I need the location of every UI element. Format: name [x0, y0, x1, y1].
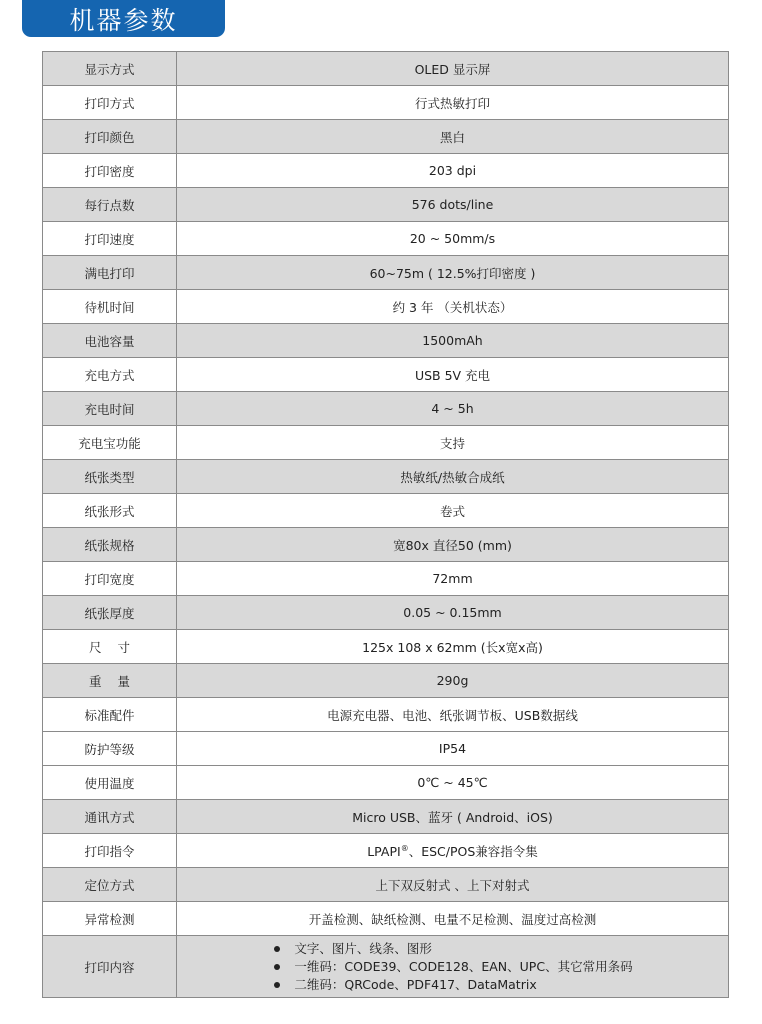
spec-value — [177, 834, 729, 868]
spec-value: 125x 108 x 62mm (长x宽x高) — [177, 630, 729, 664]
spec-label: 满电打印 — [43, 256, 177, 290]
spec-value: 1500mAh — [177, 324, 729, 358]
spec-label: 打印指令 — [43, 834, 177, 868]
spec-label: 每行点数 — [43, 188, 177, 222]
spec-label: 电池容量 — [43, 324, 177, 358]
spec-label: 充电方式 — [43, 358, 177, 392]
spec-value: IP54 — [177, 732, 729, 766]
table-row — [43, 800, 729, 834]
table-row — [43, 86, 729, 120]
spec-table — [42, 51, 729, 998]
spec-value: 卷式 — [177, 494, 729, 528]
table-row — [43, 460, 729, 494]
spec-label: 尺 寸 — [43, 630, 177, 664]
table-row — [43, 834, 729, 868]
print-content-list — [272, 940, 632, 994]
spec-value: 黑白 — [177, 120, 729, 154]
table-row — [43, 732, 729, 766]
spec-value: 0℃ ~ 45℃ — [177, 766, 729, 800]
table-row — [43, 902, 729, 936]
table-row — [43, 256, 729, 290]
spec-label: 充电时间 — [43, 392, 177, 426]
spec-label: 待机时间 — [43, 290, 177, 324]
spec-value — [177, 936, 729, 998]
spec-value: 4 ~ 5h — [177, 392, 729, 426]
spec-value: 行式热敏打印 — [177, 86, 729, 120]
table-row — [43, 426, 729, 460]
section-title-badge — [22, 0, 225, 37]
spec-value: 宽80x 直径50 (mm) — [177, 528, 729, 562]
spec-value: 支持 — [177, 426, 729, 460]
spec-label: 打印颜色 — [43, 120, 177, 154]
list-item: 二维码：QRCode、PDF417、DataMatrix — [272, 976, 632, 994]
table-row — [43, 358, 729, 392]
spec-label: 使用温度 — [43, 766, 177, 800]
bullet-icon — [274, 946, 280, 952]
table-row — [43, 766, 729, 800]
table-row — [43, 290, 729, 324]
spec-value: USB 5V 充电 — [177, 358, 729, 392]
table-row — [43, 494, 729, 528]
command-set-rest: 、ESC/POS兼容指令集 — [408, 843, 538, 859]
table-row — [43, 868, 729, 902]
spec-label: 纸张类型 — [43, 460, 177, 494]
spec-value: Micro USB、蓝牙 ( Android、iOS) — [177, 800, 729, 834]
spec-value: 576 dots/line — [177, 188, 729, 222]
spec-value: 热敏纸/热敏合成纸 — [177, 460, 729, 494]
spec-label: 显示方式 — [43, 52, 177, 86]
spec-value: 203 dpi — [177, 154, 729, 188]
command-set-name: LPAPI — [367, 843, 401, 859]
table-row — [43, 664, 729, 698]
table-row — [43, 188, 729, 222]
spec-label: 充电宝功能 — [43, 426, 177, 460]
spec-value: 20 ~ 50mm/s — [177, 222, 729, 256]
table-row — [43, 698, 729, 732]
registered-mark: ® — [400, 843, 409, 853]
spec-label: 纸张规格 — [43, 528, 177, 562]
spec-label: 重 量 — [43, 664, 177, 698]
spec-label: 打印密度 — [43, 154, 177, 188]
spec-label: 打印方式 — [43, 86, 177, 120]
spec-value: 60~75m ( 12.5%打印密度 ) — [177, 256, 729, 290]
table-row — [43, 562, 729, 596]
table-row — [43, 630, 729, 664]
bullet-icon — [274, 982, 280, 988]
spec-label: 纸张厚度 — [43, 596, 177, 630]
spec-value: 开盖检测、缺纸检测、电量不足检测、温度过高检测 — [177, 902, 729, 936]
table-row — [43, 528, 729, 562]
table-row — [43, 52, 729, 86]
spec-value: OLED 显示屏 — [177, 52, 729, 86]
spec-value: 72mm — [177, 562, 729, 596]
spec-value: 上下双反射式 、上下对射式 — [177, 868, 729, 902]
table-row — [43, 120, 729, 154]
spec-label: 防护等级 — [43, 732, 177, 766]
spec-label: 打印内容 — [43, 936, 177, 998]
spec-value: 电源充电器、电池、纸张调节板、USB数据线 — [177, 698, 729, 732]
section-title: 机器参数 — [69, 5, 178, 35]
bullet-icon — [274, 964, 280, 970]
table-row — [43, 324, 729, 358]
spec-label: 定位方式 — [43, 868, 177, 902]
table-row — [43, 936, 729, 998]
table-row — [43, 392, 729, 426]
table-row — [43, 596, 729, 630]
spec-label: 纸张形式 — [43, 494, 177, 528]
spec-label: 打印宽度 — [43, 562, 177, 596]
list-item: 一维码：CODE39、CODE128、EAN、UPC、其它常用条码 — [272, 958, 632, 976]
list-item: 文字、图片、线条、图形 — [272, 940, 632, 958]
spec-value: 0.05 ~ 0.15mm — [177, 596, 729, 630]
table-row — [43, 222, 729, 256]
spec-value: 290g — [177, 664, 729, 698]
spec-label: 通讯方式 — [43, 800, 177, 834]
spec-label: 标准配件 — [43, 698, 177, 732]
spec-label: 异常检测 — [43, 902, 177, 936]
table-row — [43, 154, 729, 188]
spec-label: 打印速度 — [43, 222, 177, 256]
spec-value: 约 3 年 （关机状态） — [177, 290, 729, 324]
